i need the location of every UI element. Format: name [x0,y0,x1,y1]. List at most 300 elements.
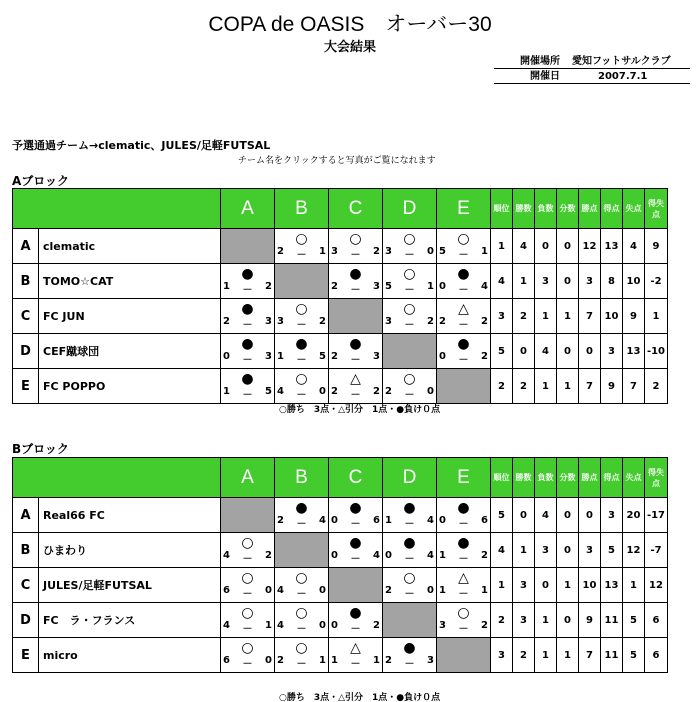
match-result-cell [329,334,383,369]
row-letter: D [13,334,39,369]
loss-icon: ● [295,500,308,516]
photo-note: チーム名をクリックすると写真がご覧になれます [238,156,436,166]
loss-icon: ● [457,336,470,352]
team-name-link[interactable]: FC ラ・フランス [39,603,221,638]
team-name-link[interactable]: TOMO☆CAT [39,264,221,299]
draw-icon: △ [350,371,361,387]
row-letter: C [13,568,39,603]
opponent-header-b: B [275,189,329,229]
score-goals: 4 [427,550,434,561]
stat-cell: 1 [623,568,645,603]
self-match-cell [275,533,329,568]
stat-header: 負数 [535,458,557,498]
stat-cell: 4 [535,334,557,369]
score-goals: 4 [319,515,326,526]
score-goals: 0 [427,585,434,596]
stat-cell: 0 [579,334,601,369]
score-goals: 1 [331,655,338,666]
score-dash: － [404,250,415,261]
stat-cell: 4 [623,229,645,264]
match-score [277,585,326,600]
stat-header: 失点 [623,458,645,498]
match-result-cell [275,498,329,533]
match-result-cell [383,533,437,568]
score-goals: 2 [481,550,488,561]
score-goals: 2 [319,316,326,327]
stat-cell: 3 [601,498,623,533]
score-goals: 2 [331,351,338,362]
loss-icon: ● [403,640,416,656]
score-dash: － [350,624,361,635]
score-dash: － [458,589,469,600]
match-score [331,386,380,401]
match-score [439,281,488,296]
table-row [13,533,668,568]
stat-cell: 1 [557,638,579,673]
stat-cell: 5 [491,334,513,369]
stat-cell: 6 [645,638,668,673]
score-goals: 2 [481,620,488,631]
stat-header: 得点 [601,458,623,498]
score-dash: － [296,320,307,331]
venue-value: 愛知フットサルクラブ [572,56,671,67]
match-score [223,620,272,635]
loss-icon: ● [403,500,416,516]
score-goals: 2 [385,585,392,596]
table-row [13,498,668,533]
score-goals: 2 [481,351,488,362]
stat-header: 勝数 [513,189,535,229]
score-goals: 0 [439,281,446,292]
score-goals: 4 [481,281,488,292]
score-goals: 2 [277,655,284,666]
match-result-cell [383,264,437,299]
win-icon: ○ [241,535,254,551]
match-score [277,316,326,331]
loss-icon: ● [349,336,362,352]
score-goals: 5 [385,281,392,292]
match-result-cell [437,264,491,299]
score-goals: 1 [439,585,446,596]
match-result-cell [437,299,491,334]
score-goals: 1 [439,550,446,561]
score-dash: － [458,320,469,331]
score-dash: － [404,554,415,565]
score-goals: 2 [373,620,380,631]
stat-cell: 11 [601,638,623,673]
score-dash: － [296,589,307,600]
stat-cell: 1 [557,369,579,404]
match-score [277,386,326,401]
stat-cell: 1 [535,638,557,673]
score-dash: － [458,624,469,635]
self-match-cell [329,299,383,334]
score-goals: 0 [439,351,446,362]
match-score [385,585,434,600]
score-dash: － [296,519,307,530]
page-title: COPA de OASIS オーバー30 [208,13,492,36]
match-score [385,281,434,296]
score-goals: 0 [427,246,434,257]
match-result-cell [221,568,275,603]
match-result-cell [329,229,383,264]
table-row [13,264,668,299]
stat-cell: 3 [491,299,513,334]
stat-header: 順位 [491,189,513,229]
match-result-cell [329,603,383,638]
score-goals: 2 [373,246,380,257]
stat-cell: 2 [491,369,513,404]
match-score [277,515,326,530]
stat-cell: 3 [579,533,601,568]
score-dash: － [242,624,253,635]
stat-cell: 12 [579,229,601,264]
self-match-cell [437,638,491,673]
match-result-cell [221,299,275,334]
match-score [223,316,272,331]
score-goals: 3 [373,281,380,292]
stat-cell: -17 [645,498,668,533]
stat-cell: 0 [557,334,579,369]
score-goals: 4 [373,550,380,561]
stat-header: 勝数 [513,458,535,498]
stat-cell: 1 [491,568,513,603]
stat-header: 得点 [601,189,623,229]
stat-cell: 0 [579,498,601,533]
row-letter: D [13,603,39,638]
score-goals: 2 [439,316,446,327]
page-subtitle: 大会結果 [323,40,376,55]
stat-cell: 3 [601,334,623,369]
team-name-link[interactable]: micro [39,638,221,673]
score-dash: － [404,285,415,296]
stat-cell: -7 [645,533,668,568]
stat-cell: 7 [623,369,645,404]
score-goals: 2 [385,386,392,397]
self-match-cell [221,498,275,533]
score-goals: 2 [373,386,380,397]
score-goals: 2 [223,316,230,327]
opponent-header-d: D [383,189,437,229]
stat-cell: 3 [535,533,557,568]
stat-cell: 0 [557,264,579,299]
loss-icon: ● [457,535,470,551]
score-goals: 4 [277,585,284,596]
team-name-link[interactable]: clematic [39,229,221,264]
match-score [439,620,488,635]
score-goals: 0 [385,550,392,561]
score-dash: － [458,519,469,530]
score-goals: 4 [277,386,284,397]
score-goals: 1 [223,386,230,397]
score-goals: 2 [331,386,338,397]
win-icon: ○ [295,570,308,586]
block-b-title: Bブロック [12,442,69,456]
stat-cell: 3 [579,264,601,299]
win-icon: ○ [241,570,254,586]
match-score [385,246,434,261]
stat-cell: 0 [557,533,579,568]
row-letter: E [13,638,39,673]
table-row [13,334,668,369]
match-score [277,246,326,261]
score-goals: 1 [373,655,380,666]
score-goals: 2 [385,655,392,666]
score-goals: 5 [319,351,326,362]
stat-cell: 0 [557,229,579,264]
stat-cell: 1 [535,299,557,334]
score-dash: － [350,519,361,530]
match-result-cell [275,568,329,603]
self-match-cell [221,229,275,264]
score-dash: － [296,250,307,261]
date-label: 開催日 [530,71,560,82]
win-icon: ○ [295,640,308,656]
self-match-cell [329,568,383,603]
stat-cell: 1 [535,603,557,638]
score-goals: 3 [331,246,338,257]
opponent-header-a: A [221,458,275,498]
stat-cell: 1 [645,299,668,334]
score-dash: － [296,390,307,401]
match-result-cell [437,568,491,603]
match-result-cell [383,369,437,404]
stat-header: 負数 [535,189,557,229]
match-result-cell [275,229,329,264]
stat-cell: 12 [623,533,645,568]
table-row [13,638,668,673]
stat-cell: 12 [645,568,668,603]
score-goals: 3 [385,316,392,327]
score-dash: － [404,320,415,331]
stat-cell: 0 [535,568,557,603]
table-row [13,229,668,264]
match-result-cell [275,299,329,334]
match-result-cell [221,369,275,404]
stat-cell: 20 [623,498,645,533]
team-name-link[interactable]: JULES/足軽FUTSAL [39,568,221,603]
score-goals: 3 [373,351,380,362]
score-dash: － [350,659,361,670]
score-dash: － [458,355,469,366]
stat-cell: 5 [491,498,513,533]
stat-cell: 10 [601,299,623,334]
team-name-link[interactable]: FC JUN [39,299,221,334]
stat-cell: 0 [557,603,579,638]
win-icon: ○ [349,231,362,247]
score-goals: 2 [481,316,488,327]
score-goals: 1 [427,281,434,292]
score-goals: 2 [277,246,284,257]
win-icon: ○ [403,231,416,247]
match-score [331,550,380,565]
qualify-text: 予選通過チーム→clematic、JULES/足軽FUTSAL [12,139,271,152]
match-result-cell [329,264,383,299]
score-goals: 0 [223,351,230,362]
score-dash: － [458,285,469,296]
score-goals: 3 [427,655,434,666]
win-icon: ○ [457,231,470,247]
stat-header: 得失点 [645,189,668,229]
win-icon: ○ [295,371,308,387]
loss-icon: ● [295,336,308,352]
match-score [277,655,326,670]
stat-cell: 4 [513,229,535,264]
venue-label: 開催場所 [520,56,560,67]
team-header-cell [13,189,221,229]
row-letter: E [13,369,39,404]
team-name-link[interactable]: CEF蹴球団 [39,334,221,369]
match-score [277,351,326,366]
team-name-link[interactable]: FC POPPO [39,369,221,404]
team-name-link[interactable]: Real66 FC [39,498,221,533]
stat-cell: 3 [513,603,535,638]
score-goals: 4 [427,515,434,526]
score-goals: 0 [319,620,326,631]
stat-cell: 7 [579,638,601,673]
self-match-cell [383,334,437,369]
match-score [439,585,488,600]
row-letter: A [13,498,39,533]
score-dash: － [404,589,415,600]
match-score [277,620,326,635]
score-goals: 2 [277,515,284,526]
stat-cell: -2 [645,264,668,299]
stat-cell: 2 [513,638,535,673]
self-match-cell [437,369,491,404]
score-goals: 3 [439,620,446,631]
match-score [385,386,434,401]
stat-cell: 1 [557,299,579,334]
opponent-header-e: E [437,189,491,229]
stat-cell: 1 [513,533,535,568]
block-a-legend: ○勝ち 3点・△引分 1点・●負け０点 [279,405,441,415]
score-dash: － [350,285,361,296]
match-result-cell [329,369,383,404]
stat-cell: 4 [491,264,513,299]
match-result-cell [383,638,437,673]
score-dash: － [242,589,253,600]
score-dash: － [458,250,469,261]
match-result-cell [221,533,275,568]
match-result-cell [221,603,275,638]
stat-cell: 6 [645,603,668,638]
block-b-legend: ○勝ち 3点・△引分 1点・●負け０点 [279,693,441,702]
match-result-cell [275,638,329,673]
match-result-cell [437,498,491,533]
score-dash: － [458,554,469,565]
stat-cell: 13 [601,568,623,603]
score-goals: 6 [373,515,380,526]
match-score [439,515,488,530]
table-row [13,369,668,404]
loss-icon: ● [457,266,470,282]
score-goals: 6 [223,585,230,596]
score-dash: － [242,285,253,296]
loss-icon: ● [349,266,362,282]
win-icon: ○ [295,605,308,621]
win-icon: ○ [403,371,416,387]
score-goals: 2 [265,281,272,292]
stat-cell: 9 [601,369,623,404]
score-dash: － [350,390,361,401]
stat-cell: 2 [491,603,513,638]
stat-cell: 11 [601,603,623,638]
stat-cell: 4 [491,533,513,568]
score-dash: － [350,554,361,565]
loss-icon: ● [349,500,362,516]
stat-cell: 3 [535,264,557,299]
stat-cell: 7 [579,369,601,404]
draw-icon: △ [350,640,361,656]
team-header-cell [13,458,221,498]
team-name-link[interactable]: ひまわり [39,533,221,568]
stat-cell: 0 [513,498,535,533]
opponent-header-c: C [329,189,383,229]
block-a-title: Aブロック [12,174,70,188]
match-result-cell [221,334,275,369]
score-goals: 0 [331,515,338,526]
match-score [385,316,434,331]
score-goals: 0 [265,655,272,666]
win-icon: ○ [457,605,470,621]
score-dash: － [404,390,415,401]
match-score [223,585,272,600]
match-score [223,550,272,565]
stat-cell: 13 [623,334,645,369]
stat-cell: 3 [513,568,535,603]
table-row [13,568,668,603]
stat-cell: 1 [513,264,535,299]
score-goals: 1 [319,655,326,666]
draw-icon: △ [458,301,469,317]
score-goals: 0 [439,515,446,526]
match-score [385,655,434,670]
match-score [439,246,488,261]
table-row [13,299,668,334]
score-goals: 1 [265,620,272,631]
opponent-header-e: E [437,458,491,498]
stat-header: 分数 [557,189,579,229]
row-letter: B [13,264,39,299]
date-row [494,70,690,84]
win-icon: ○ [295,301,308,317]
match-score [331,246,380,261]
match-result-cell [437,229,491,264]
stat-header: 得失点 [645,458,668,498]
loss-icon: ● [403,535,416,551]
stat-header: 勝点 [579,189,601,229]
match-result-cell [275,603,329,638]
stat-cell: 13 [601,229,623,264]
loss-icon: ● [241,336,254,352]
score-goals: 2 [427,316,434,327]
loss-icon: ● [349,535,362,551]
score-dash: － [242,554,253,565]
score-goals: 1 [385,515,392,526]
stat-cell: 5 [623,603,645,638]
stat-header: 勝点 [579,458,601,498]
match-score [223,351,272,366]
loss-icon: ● [241,371,254,387]
score-goals: 4 [223,550,230,561]
score-dash: － [296,659,307,670]
stat-cell: 4 [535,498,557,533]
score-goals: 0 [331,550,338,561]
score-goals: 3 [265,316,272,327]
stat-cell: 0 [557,498,579,533]
score-goals: 5 [439,246,446,257]
